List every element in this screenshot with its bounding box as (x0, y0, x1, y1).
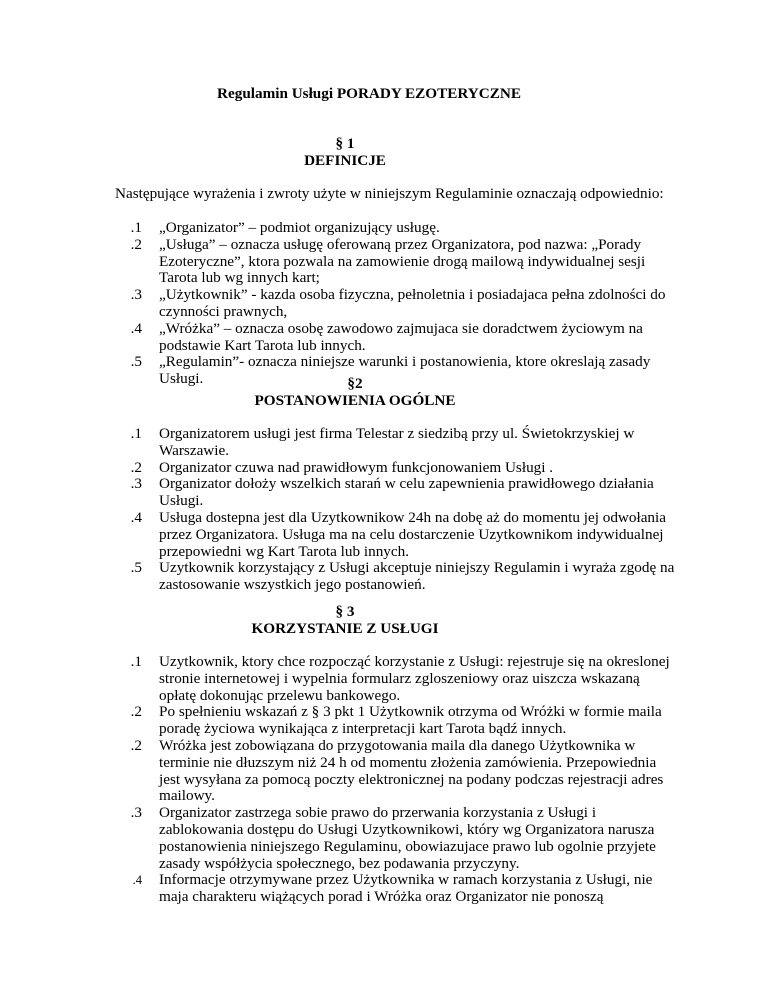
list-text: Organizator czuwa nad prawidłowym funkcjonowaniem Usługi . (159, 458, 554, 476)
list-text: „Wróżka” – oznacza osobę zawodowo zajmujaca sie doradctwem życiowym na podstawie Kart Tarota lub innych. (159, 319, 643, 354)
list-text: Organizator zastrzega sobie prawo do przerwania korzystania z Usługi i zablokowania dostępu do Usługi Uzytkownikowi, który wg Organizatora narusza postanowienia niniejszego Regulaminu, obowiazujace prawo lub ogolnie przyjete zasady współżycia społecznego, bez podawania przyczyny. (159, 804, 656, 872)
list-item: 2. Wróżka jest zobowiązana do przygotowania maila dla danego Użytkownika w terminie nie dłuzszym niż 24 h od momentu złożenia zamówienia. Przepowiednia jest wysyłana za pomocą poczty elektronicznej na podany podczas rejestracji adres mailowy. (130, 736, 664, 805)
list-item: 3. „Użytkownik” - kazda osoba fizyczna, pełnoletnia i posiadajaca pełna zdolności do czynności prawnych, (130, 286, 666, 320)
section-1-heading (0, 136, 690, 170)
list-item: 5. „Regulamin”- oznacza niniejsze warunki i postanowienia, ktore okreslają zasady Usługi. (130, 353, 651, 388)
section-number: § 3 (335, 603, 355, 620)
list-text: Informacje otrzymywane przez Użytkownika w ramach korzystania z Usługi, nie maja charakteru wiążących porad i Wróżka oraz Organizator nie ponoszą (159, 871, 653, 906)
list-text: „Usługa” – oznacza usługę oferowaną przez Organizatora, pod nazwa: „Porady Ezoteryczne”, ktora pozwala na zamowienie drogą mailową indywidualnej sesji Tarota lub wg innych kart; (159, 235, 646, 287)
definitions-list (115, 220, 680, 388)
list-item: 3. Organizator zastrzega sobie prawo do przerwania korzystania z Usługi i zablokowania dostępu do Usługi Uzytkownikowi, który wg Organizatora narusza postanowienia niniejszego Regulaminu, obowiazujace prawo lub ogolnie przyjete zasady współżycia społecznego, bez podawania przyczyny. (130, 804, 656, 872)
document-title: Regulamin Usługi PORADY EZOTERYCZNE (217, 85, 521, 102)
list-text: „Użytkownik” - kazda osoba fizyczna, pełnoletnia i posiadajaca pełna zdolności do czynności prawnych, (159, 286, 666, 320)
section-title: KORZYSTANIE Z USŁUGI (251, 619, 439, 637)
list-text: Usługa dostepna jest dla Uzytkownikow 24h na dobę aż do momentu jej odwołania przez Organizatora. Usługa ma na celu dostarczenie Uzytkownikom indywidualnej przepowiedni wg Kart Tarota lub innych. (159, 508, 666, 560)
section-1-intro: Następujące wyrażenia i zwroty użyte w niniejszym Regulaminie oznaczają odpowiednio: (115, 185, 664, 202)
section-3-heading (0, 604, 690, 638)
list-text: Po spełnieniu wskazań z § 3 pkt 1 Użytkownik otrzyma od Wróżki w formie maila poradę życiowa wynikająca z interpretacji kart Tarota bądź innych. (159, 703, 662, 738)
list-text: Uzytkownik korzystający z Usługi akceptuje niniejszy Regulamin i wyraża zgodę na zastosowanie wszystkich jego postanowień. (159, 559, 675, 594)
list-text: Organizatorem usługi jest firma Telestar z siedzibą przy ul. Świetokrzyskiej w Warszawie. (159, 425, 635, 459)
list-item: 1. Organizatorem usługi jest firma Telestar z siedzibą przy ul. Świetokrzyskiej w Warszawie. (130, 425, 635, 459)
list-item: 4. „Wróżka” – oznacza osobę zawodowo zajmujaca sie doradctwem życiowym na podstawie Kart Tarota lub innych. (130, 319, 643, 354)
list-item: 3. Organizator dołoży wszelkich starań w celu zapewnienia prawidłowego działania Usługi. (130, 475, 654, 510)
section-2-heading (0, 376, 710, 410)
list-text: Wróżka jest zobowiązana do przygotowania maila dla danego Użytkownika w terminie nie dłuzszym niż 24 h od momentu złożenia zamówienia. Przepowiednia jest wysyłana za pomocą poczty elektronicznej na podany podczas rejestracji adres mailowy. (159, 736, 664, 805)
list-text: „Organizator” – podmiot organizujący usługę. (159, 219, 440, 236)
list-item: 1. Uzytkownik, ktory chce rozpocząć korzystanie z Usługi: rejestruje się na okreslonej stronie internetowej i wypelnia formularz zgloszeniowy oraz uiszcza wskazaną opłatę dokonując przelewu bankowego. (130, 653, 670, 704)
section-number: §2 (347, 375, 363, 392)
list-item: 2. „Usługa” – oznacza usługę oferowaną przez Organizatora, pod nazwa: „Porady Ezoteryczne”, ktora pozwala na zamowienie drogą mailową indywidualnej sesji Tarota lub wg innych kart; (130, 235, 646, 287)
list-item: 4. Usługa dostepna jest dla Uzytkownikow 24h na dobę aż do momentu jej odwołania przez Organizatora. Usługa ma na celu dostarczenie Uzytkownikom indywidualnej przepowiedni wg Kart Tarota lub innych. (130, 508, 666, 560)
list-item: 2. Organizator czuwa nad prawidłowym funkcjonowaniem Usługi . (130, 458, 554, 476)
list-item: 4. Informacje otrzymywane przez Użytkownika w ramach korzystania z Usługi, nie maja charakteru wiążących porad i Wróżka oraz Organizator nie ponoszą (132, 871, 653, 906)
list-item: 1. „Organizator” – podmiot organizujący usługę. (130, 219, 440, 236)
section-title: DEFINICJE (304, 151, 386, 169)
list-item: 2. Po spełnieniu wskazań z § 3 pkt 1 Użytkownik otrzyma od Wróżki w formie maila poradę życiowa wynikająca z interpretacji kart Tarota bądź innych. (130, 703, 662, 738)
list-text: „Regulamin”- oznacza niniejsze warunki i postanowienia, ktore okreslają zasady Usługi. (159, 353, 651, 388)
general-provisions-list (115, 426, 680, 594)
list-text: Uzytkownik, ktory chce rozpocząć korzystanie z Usługi: rejestruje się na okreslonej stronie internetowej i wypelnia formularz zgloszeniowy oraz uiszcza wskazaną opłatę dokonując przelewu bankowego. (159, 653, 670, 704)
section-title: POSTANOWIENIA OGÓLNE (254, 391, 456, 409)
section-number: § 1 (335, 135, 355, 152)
list-item: 5. Uzytkownik korzystający z Usługi akceptuje niniejszy Regulamin i wyraża zgodę na zastosowanie wszystkich jego postanowień. (130, 559, 675, 594)
list-text: Organizator dołoży wszelkich starań w celu zapewnienia prawidłowego działania Usługi. (159, 475, 654, 510)
service-usage-list (115, 654, 680, 906)
